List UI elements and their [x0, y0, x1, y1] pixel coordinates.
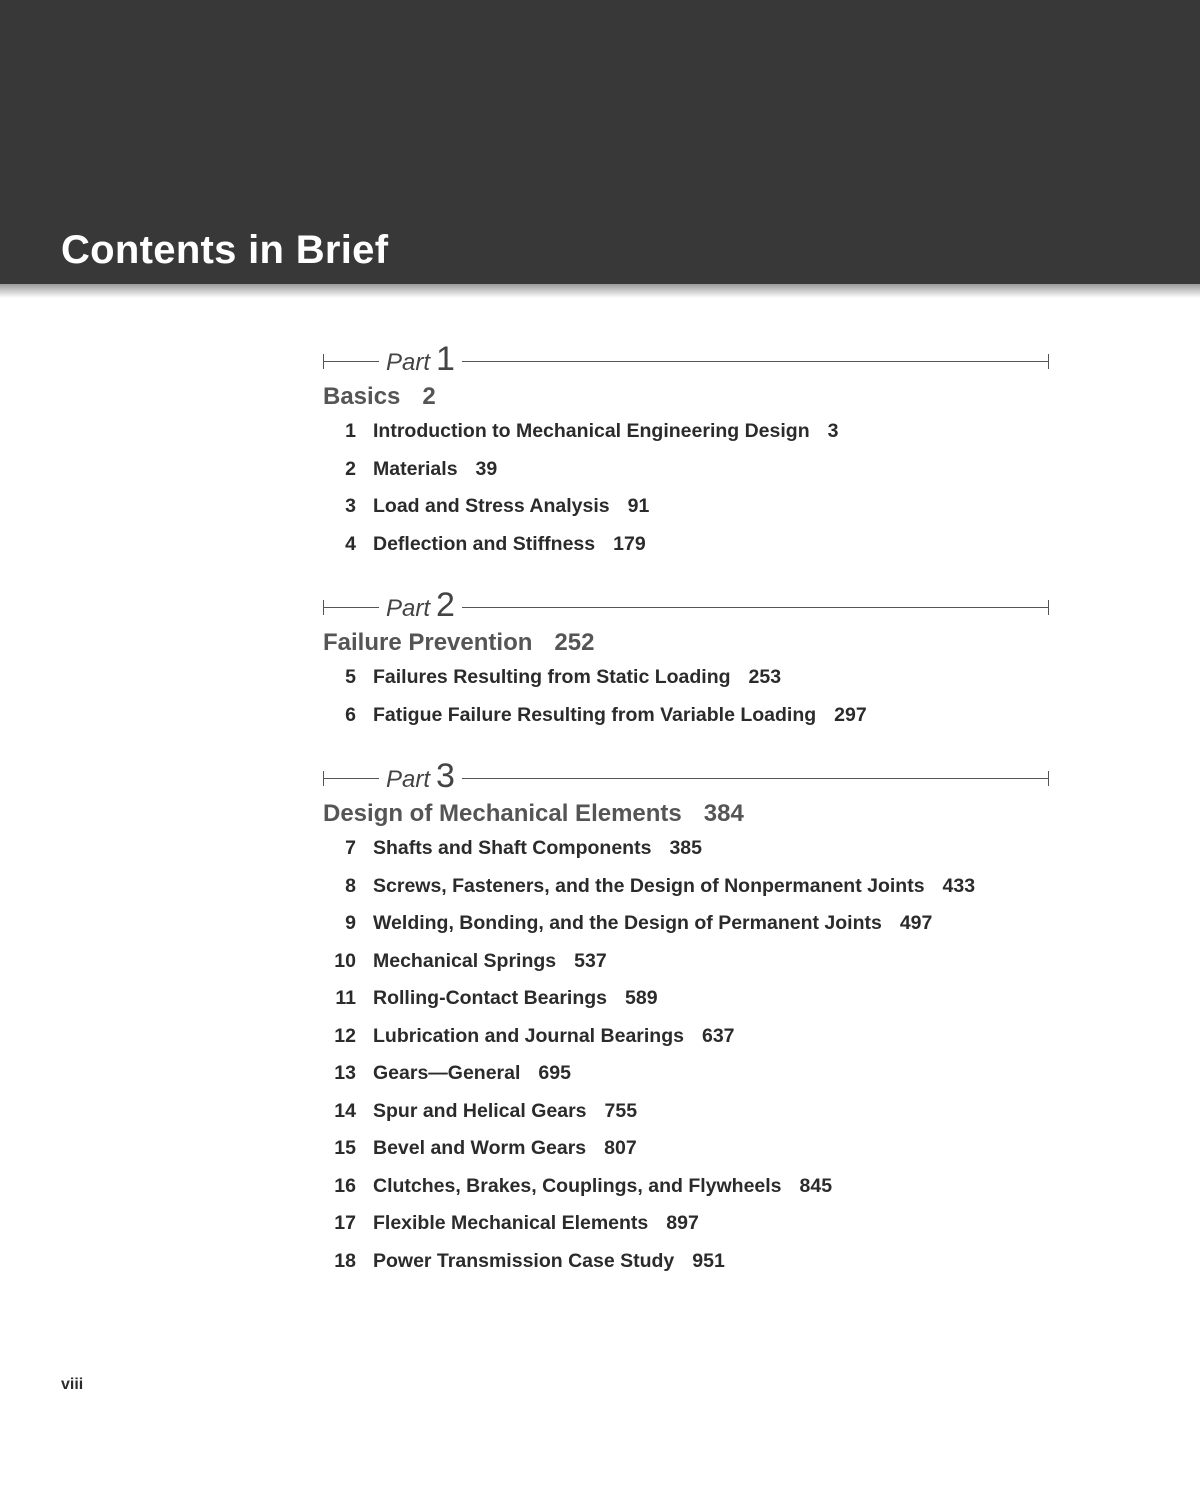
part-page: 2: [422, 383, 436, 410]
part-gap: [323, 566, 1050, 586]
page-number: viii: [61, 1376, 84, 1393]
divider-line-left: [323, 361, 379, 362]
part-2: [323, 586, 1050, 737]
chapter-item[interactable]: 15 Bevel and Worm Gears 807: [334, 1137, 637, 1159]
chapter-item[interactable]: 6 Fatigue Failure Resulting from Variable Loading 297: [345, 703, 867, 726]
part-label: Part 1: [386, 340, 455, 378]
chapter-item[interactable]: 11 Rolling-Contact Bearings 589: [335, 987, 658, 1009]
part-1: [323, 340, 1050, 566]
chapter-item[interactable]: 12 Lubrication and Journal Bearings 637: [334, 1024, 735, 1047]
divider-line-right: [462, 778, 1048, 779]
part-divider: [323, 340, 1050, 378]
chapter-list: [323, 416, 1050, 566]
chapter-item[interactable]: 14 Spur and Helical Gears 755: [334, 1099, 638, 1122]
part-page: 252: [554, 629, 595, 656]
chapter-list: [323, 833, 1050, 1283]
page-title: Contents in Brief: [61, 228, 389, 272]
chapter-item[interactable]: 7 Shafts and Shaft Components 385: [345, 837, 702, 859]
part-label: Part 3: [386, 757, 455, 795]
table-of-contents: [323, 340, 1050, 1283]
part-page: 384: [703, 800, 744, 827]
part-title[interactable]: Design of Mechanical Elements 384: [323, 800, 744, 827]
divider-line-left: [323, 778, 379, 779]
chapter-item[interactable]: 8 Screws, Fasteners, and the Design of Nonpermanent Joints 433: [345, 874, 976, 897]
part-number: 2: [436, 586, 455, 624]
part-divider: [323, 586, 1050, 624]
divider-line-left: [323, 607, 379, 608]
part-label: Part 2: [386, 586, 455, 624]
divider-line-right: [462, 361, 1048, 362]
divider-tick-right: [1048, 354, 1049, 369]
part-number: 1: [436, 340, 455, 378]
part-gap: [323, 737, 1050, 757]
chapter-item[interactable]: 13 Gears—General 695: [334, 1062, 571, 1084]
divider-line-right: [462, 607, 1048, 608]
part-divider: [323, 757, 1050, 795]
divider-tick-right: [1048, 600, 1049, 615]
chapter-item[interactable]: 3 Load and Stress Analysis 91: [345, 495, 650, 517]
chapter-item[interactable]: 18 Power Transmission Case Study 951: [334, 1249, 725, 1272]
part-title[interactable]: Basics 2: [323, 383, 436, 410]
chapter-item[interactable]: 4 Deflection and Stiffness 179: [345, 532, 646, 555]
chapter-item[interactable]: 16 Clutches, Brakes, Couplings, and Flywheels 845: [334, 1174, 833, 1197]
chapter-item[interactable]: 17 Flexible Mechanical Elements 897: [334, 1212, 699, 1234]
chapter-item[interactable]: 5 Failures Resulting from Static Loading 253: [345, 666, 782, 688]
part-title[interactable]: Failure Prevention 252: [323, 629, 595, 656]
chapter-item[interactable]: 10 Mechanical Springs 537: [334, 949, 607, 972]
chapter-item[interactable]: 9 Welding, Bonding, and the Design of Permanent Joints 497: [345, 912, 933, 934]
header-shadow: [0, 284, 1200, 298]
chapter-item[interactable]: 2 Materials 39: [345, 457, 498, 480]
part-number: 3: [436, 757, 455, 795]
chapter-list: [323, 662, 1050, 737]
part-3: [323, 757, 1050, 1283]
divider-tick-right: [1048, 771, 1049, 786]
chapter-item[interactable]: 1 Introduction to Mechanical Engineering Design 3: [345, 420, 839, 442]
